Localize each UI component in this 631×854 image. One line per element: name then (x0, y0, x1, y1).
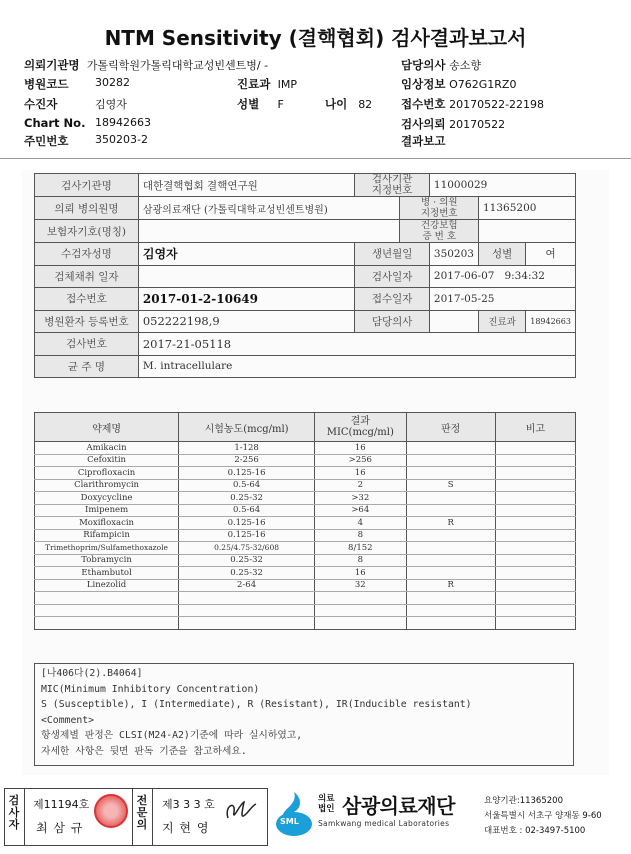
sex-value: 여 (526, 243, 576, 266)
note-line: 항생제별 판정은 CLSI(M24-A2)기준에 따라 실시하였고, (41, 730, 303, 741)
lab-no-label: 검사기관 지정번호 (355, 174, 430, 197)
header-row-resident-no: 주민번호 (24, 134, 69, 148)
cell-drug (35, 604, 179, 617)
note-line: S (Susceptible), I (Intermediate), R (Resistant), IR(Inducible resistant) (41, 699, 472, 710)
col-mic: 결과 MIC(mcg/ml) (315, 413, 407, 442)
patient-name-value: 김영자 (95, 98, 127, 111)
table-row (35, 554, 576, 567)
header-request-date: 검사의뢰 20170522 (401, 117, 506, 131)
cell-note (495, 504, 575, 517)
cell-note (495, 479, 575, 492)
table-row (35, 567, 576, 580)
col-conc: 시험농도(mcg/ml) (179, 413, 315, 442)
cell-judge (406, 529, 495, 542)
cell-note (495, 579, 575, 592)
exam-date-value: 2017-06-07 9:34:32 (429, 265, 575, 288)
dept-value: 18942663 (526, 310, 576, 333)
table-row (35, 604, 576, 617)
cell-note (495, 454, 575, 467)
table-row (35, 617, 576, 630)
table-row (35, 492, 576, 505)
cell-mic: 8/152 (315, 542, 407, 555)
header-age: 나이 82 (325, 97, 373, 111)
header-row-requester: 의뢰기관명 가톨릭학원가톨릭대학교성빈센트병/ - (24, 58, 269, 72)
cell-note (495, 517, 575, 530)
cell-drug: Clarithromycin (35, 479, 179, 492)
insurer-label: 보험자기호(명칭) (35, 220, 139, 243)
cell-drug: Amikacin (35, 442, 179, 455)
cell-note (495, 617, 575, 630)
note-line: MIC(Minimum Inhibitory Concentration) (41, 683, 260, 695)
cell-conc: 0.25-32 (179, 492, 315, 505)
col-judge: 판정 (406, 413, 495, 442)
header-dept: 진료과 IMP (237, 77, 298, 91)
cell-conc (179, 604, 315, 617)
header-clinical-info: 임상정보 O762G1RZ0 (401, 77, 517, 91)
doctor-label: 담당의사 (355, 310, 430, 333)
cell-mic (315, 617, 407, 630)
cell-judge (406, 442, 495, 455)
cell-mic: 2 (315, 479, 407, 492)
cell-judge (406, 542, 495, 555)
table-row (35, 542, 576, 555)
exam-no-label: 검사번호 (35, 333, 139, 356)
collect-label: 검체채취 일자 (35, 265, 139, 288)
chart-no-value: 18942663 (95, 116, 151, 129)
cell-judge (406, 617, 495, 630)
table-row (35, 579, 576, 592)
care-no: 요양기관:11365200 (484, 796, 563, 806)
doctor-value (429, 310, 478, 333)
signature-icon (222, 796, 262, 826)
cell-judge (406, 554, 495, 567)
cell-conc: 2-64 (179, 579, 315, 592)
header-row-patient: 수진자 (24, 97, 58, 111)
report-title: NTM Sensitivity (결핵협회) 검사결과보고서 (104, 26, 527, 50)
cell-mic (315, 604, 407, 617)
note-line: <Comment> (41, 714, 95, 726)
header-row-hospital-code: 병원코드 (24, 77, 69, 91)
cell-mic (315, 592, 407, 605)
cell-drug (35, 592, 179, 605)
cell-judge (406, 492, 495, 505)
cell-conc: 0.125-16 (179, 517, 315, 530)
cell-mic: >32 (315, 492, 407, 505)
table-row (35, 442, 576, 455)
specialist-label: 전문의 (136, 794, 148, 831)
footer (0, 784, 631, 854)
cell-conc: 0.25/4.75-32/608 (179, 542, 315, 555)
cell-judge: R (406, 517, 495, 530)
cell-conc: 0.125-16 (179, 467, 315, 480)
cell-judge (406, 567, 495, 580)
logo-text: SML (280, 817, 299, 826)
ins-no-value (478, 220, 575, 243)
note-line: [나406다(2).B4064] (41, 668, 143, 679)
collect-value (138, 265, 355, 288)
resident-no-value: 350203-2 (95, 133, 148, 146)
cell-note (495, 492, 575, 505)
cell-conc: 1-128 (179, 442, 315, 455)
notes-box (34, 663, 574, 766)
table-row (35, 529, 576, 542)
cell-drug: Linezolid (35, 579, 179, 592)
hosp-no-label: 병 · 의원 지정번호 (400, 197, 479, 220)
hosp-no-value: 11365200 (478, 197, 575, 220)
dept-label: 진료과 (478, 310, 525, 333)
specialist-no: 제3 3 3 호 (162, 798, 215, 811)
inspector-label: 검사자 (8, 794, 20, 831)
cell-note (495, 592, 575, 605)
sml-logo-icon (272, 790, 316, 838)
table-row (35, 454, 576, 467)
header-doctor: 담당의사 송소향 (401, 58, 481, 72)
cell-drug: Moxifloxacin (35, 517, 179, 530)
receipt-no-label: 접수번호 (35, 288, 139, 311)
header-report-date: 결과보고 (401, 134, 446, 148)
cell-drug: Tobramycin (35, 554, 179, 567)
note-line: 자세한 사항은 뒷면 판독 기준을 참고하세요. (41, 745, 247, 757)
cell-note (495, 442, 575, 455)
cell-note (495, 567, 575, 580)
header-receipt-no: 접수번호 20170522-22198 (401, 97, 545, 111)
exam-date-label: 검사일자 (355, 265, 430, 288)
birth-label: 생년월일 (355, 243, 430, 266)
receipt-no-value: 2017-01-2-10649 (138, 288, 355, 311)
cell-conc: 0.25-32 (179, 567, 315, 580)
divider (24, 788, 25, 846)
table-row (35, 504, 576, 517)
header-sex: 성별 F (237, 97, 284, 111)
exam-no-value: 2017-21-05118 (138, 333, 575, 356)
req-hosp-label: 의뢰 병의원명 (35, 197, 139, 220)
patient-reg-value: 052222198,9 (138, 310, 355, 333)
specialist-name: 지 현 영 (162, 821, 210, 835)
cell-mic: 4 (315, 517, 407, 530)
cell-mic: 16 (315, 442, 407, 455)
cell-mic: 8 (315, 554, 407, 567)
inspector-seal-icon (94, 794, 128, 828)
cell-drug: Ciprofloxacin (35, 467, 179, 480)
cell-note (495, 542, 575, 555)
patient-reg-label: 병원환자 등록번호 (35, 310, 139, 333)
cell-conc (179, 617, 315, 630)
org-prefix: 의료 법인 (318, 794, 335, 814)
cell-conc: 0.125-16 (179, 529, 315, 542)
name-label: 수검자성명 (35, 243, 139, 266)
cell-note (495, 467, 575, 480)
cell-drug: Doxycycline (35, 492, 179, 505)
header-divider (0, 158, 631, 159)
cell-mic: >256 (315, 454, 407, 467)
cell-judge (406, 592, 495, 605)
cell-judge (406, 604, 495, 617)
table-row (35, 479, 576, 492)
ins-no-label: 건강보험 증 번 호 (400, 220, 479, 243)
organism-label: 균 주 명 (35, 355, 139, 378)
cell-drug: Trimethoprim/Sulfamethoxazole (35, 542, 179, 555)
info-table (34, 173, 576, 378)
cell-conc: 0.25-32 (179, 554, 315, 567)
cell-drug: Cefoxitin (35, 454, 179, 467)
header-row-chart-no: Chart No. (24, 116, 86, 130)
inspector-name: 최 삼 규 (36, 821, 84, 835)
cell-judge: R (406, 579, 495, 592)
sex-label: 성별 (478, 243, 525, 266)
cell-mic: 16 (315, 467, 407, 480)
cell-judge (406, 454, 495, 467)
cell-conc (179, 592, 315, 605)
cell-judge (406, 467, 495, 480)
cell-conc: 0.5-64 (179, 479, 315, 492)
insurer-value (138, 220, 400, 243)
results-table (34, 412, 576, 630)
col-drug: 약제명 (35, 413, 179, 442)
table-row (35, 467, 576, 480)
receipt-date-value: 2017-05-25 (429, 288, 575, 311)
cell-mic: 16 (315, 567, 407, 580)
org-name: 삼광의료재단 (342, 794, 455, 818)
cell-drug: Rifampicin (35, 529, 179, 542)
address: 서울특별시 서초구 양재동 9-60 (484, 811, 602, 821)
cell-mic: 32 (315, 579, 407, 592)
receipt-date-label: 접수일자 (355, 288, 430, 311)
col-note: 비고 (495, 413, 575, 442)
org-en: Samkwang medical Laboratories (318, 819, 450, 828)
lab-name-value: 대한결핵협회 결핵연구원 (138, 174, 355, 197)
cell-conc: 0.5-64 (179, 504, 315, 517)
cell-note (495, 554, 575, 567)
inspector-no: 제11194호 (33, 798, 90, 811)
birth-value: 350203 (429, 243, 478, 266)
cell-judge: S (406, 479, 495, 492)
cell-drug: Imipenem (35, 504, 179, 517)
table-row (35, 517, 576, 530)
cell-conc: 2-256 (179, 454, 315, 467)
cell-note (495, 604, 575, 617)
cell-drug (35, 617, 179, 630)
cell-mic: 8 (315, 529, 407, 542)
phone: 대표번호 : 02-3497-5100 (484, 826, 586, 836)
table-row (35, 592, 576, 605)
lab-name-label: 검사기관명 (35, 174, 139, 197)
divider (132, 788, 133, 846)
hospital-code-value: 30282 (95, 76, 130, 89)
cell-mic: >64 (315, 504, 407, 517)
cell-judge (406, 504, 495, 517)
cell-drug: Ethambutol (35, 567, 179, 580)
lab-no-value: 11000029 (429, 174, 575, 197)
req-hosp-value: 삼광의료재단 (가톨릭대학교성빈센트병원) (138, 197, 400, 220)
cell-note (495, 529, 575, 542)
divider (152, 788, 153, 846)
organism-value: M. intracellulare (138, 355, 575, 378)
name-value: 김영자 (138, 243, 355, 266)
